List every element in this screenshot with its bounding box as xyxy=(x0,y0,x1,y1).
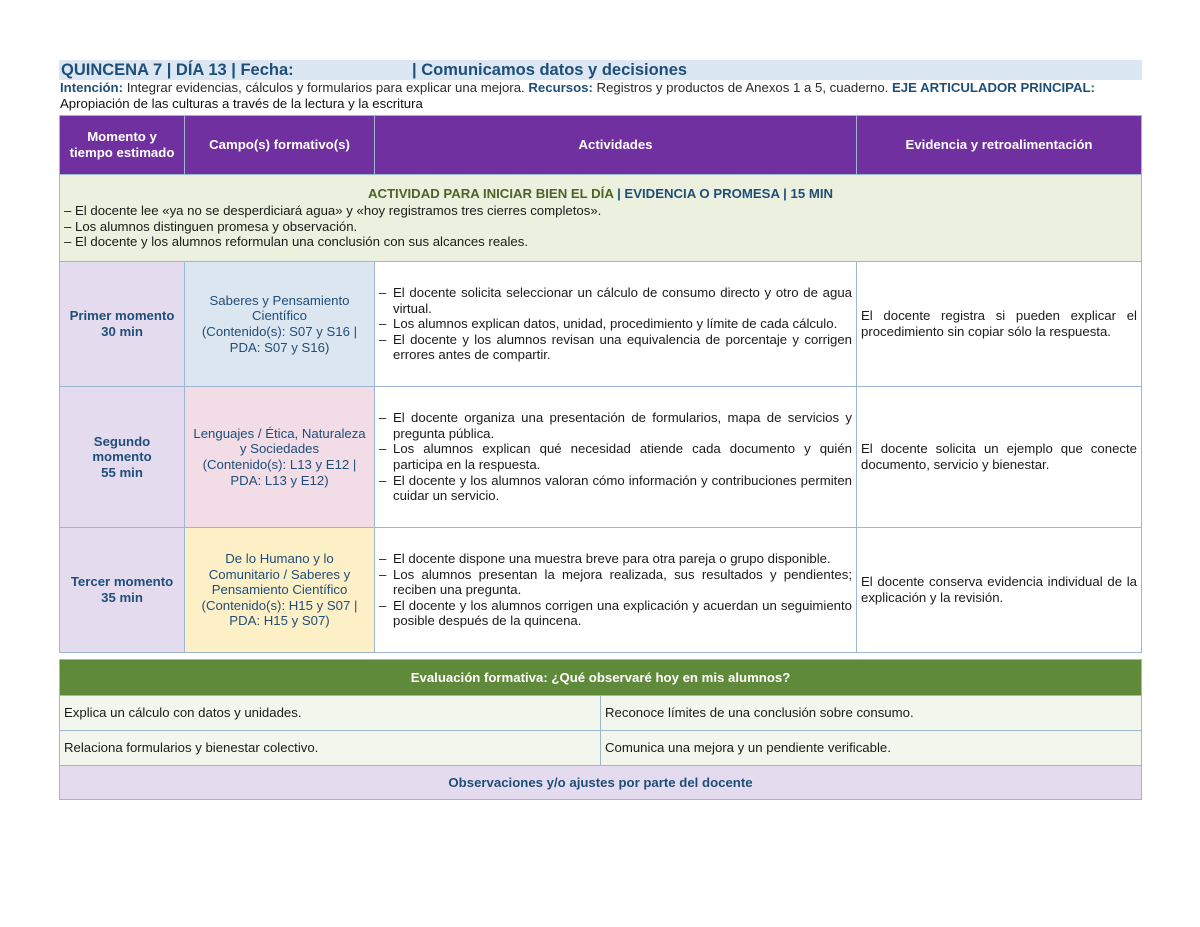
intencion-text: Integrar evidencias, cálculos y formularios para explicar una mejora. xyxy=(126,80,525,95)
evaluation-header-row xyxy=(60,660,1142,696)
moment-name: Segundo momento xyxy=(92,433,152,465)
evaluation-item: Explica un cálculo con datos y unidades. xyxy=(60,696,601,731)
list-item: – Los alumnos explican qué necesidad atiende cada documento y quién participa en la respuesta. xyxy=(379,441,852,472)
lesson-table xyxy=(59,115,1142,653)
lesson-header-topic: | Comunicamos datos y decisiones xyxy=(412,61,688,79)
evaluation-item: Relaciona formularios y bienestar colectivo. xyxy=(60,731,601,766)
start-activity-title-b: | EVIDENCIA O PROMESA | 15 MIN xyxy=(617,186,834,202)
table-header-row xyxy=(60,116,1142,175)
list-item: – Los alumnos presentan la mejora realizada, sus resultados y pendientes; reciben una pregunta. xyxy=(379,567,852,598)
observations-label: Observaciones y/o ajustes por parte del docente xyxy=(60,766,1142,800)
moment-name: Tercer momento xyxy=(70,574,174,590)
start-activity-title xyxy=(64,186,1137,202)
activities-list xyxy=(379,285,852,363)
start-activity-cell xyxy=(60,175,1142,262)
start-activity-title-a: ACTIVIDAD PARA INICIAR BIEN EL DÍA xyxy=(367,186,614,202)
column-header-moment: Momento y tiempo estimado xyxy=(60,116,185,175)
eje-label: EJE ARTICULADOR PRINCIPAL: xyxy=(892,80,1095,95)
campo-contenido: (Contenido(s): L13 y E12 | PDA: L13 y E12) xyxy=(202,457,357,488)
column-header-evidence: Evidencia y retroalimentación xyxy=(857,116,1142,175)
campo-cell xyxy=(185,262,375,387)
list-item: – El docente y los alumnos corrigen una explicación y acuerdan un seguimiento posible después de la quincena. xyxy=(379,598,852,629)
column-header-campo: Campo(s) formativo(s) xyxy=(185,116,375,175)
moment-cell xyxy=(60,528,185,653)
intent-block xyxy=(60,80,1142,112)
start-activity-line: – El docente y los alumnos reformulan una conclusión con sus alcances reales. xyxy=(64,234,529,250)
recursos-text: Registros y productos de Anexos 1 a 5, cuaderno. xyxy=(596,80,889,95)
campo-name: Lenguajes / Ética, Naturaleza y Sociedades xyxy=(193,425,366,457)
evaluation-item: Comunica una mejora y un pendiente verificable. xyxy=(601,731,1142,766)
table-row xyxy=(60,387,1142,528)
evidence-cell: El docente conserva evidencia individual de la explicación y la revisión. xyxy=(857,528,1142,653)
eje-text: Apropiación de las culturas a través de la lectura y la escritura xyxy=(60,96,423,111)
lesson-header-bar xyxy=(59,60,1142,80)
moment-time: 35 min xyxy=(101,590,143,605)
evaluation-table xyxy=(59,659,1142,800)
list-item: – El docente dispone una muestra breve para otra pareja o grupo disponible. xyxy=(379,551,852,567)
observations-row xyxy=(60,766,1142,800)
start-activity-row xyxy=(60,175,1142,262)
evaluation-title: Evaluación formativa: ¿Qué observaré hoy en mis alumnos? xyxy=(60,660,1142,696)
campo-contenido: (Contenido(s): H15 y S07 | PDA: H15 y S07) xyxy=(201,597,358,629)
activities-list xyxy=(379,410,852,504)
lesson-header-title: QUINCENA 7 | DÍA 13 | Fecha: xyxy=(61,61,294,79)
intent-line xyxy=(60,80,1142,96)
recursos-label: Recursos: xyxy=(528,80,593,95)
column-header-activities: Actividades xyxy=(375,116,857,175)
list-item: – El docente organiza una presentación de formularios, mapa de servicios y pregunta pública. xyxy=(379,410,852,441)
campo-cell xyxy=(185,387,375,528)
start-activity-line: – El docente lee «ya no se desperdiciará agua» y «hoy registramos tres cierres completos». xyxy=(64,202,602,218)
intencion-label: Intención: xyxy=(60,80,124,95)
table-row xyxy=(60,696,1142,731)
start-activity-line: – Los alumnos distinguen promesa y observación. xyxy=(64,218,358,234)
evaluation-item: Reconoce límites de una conclusión sobre consumo. xyxy=(601,696,1142,731)
activities-cell xyxy=(375,262,857,387)
activities-list xyxy=(379,551,852,629)
list-item: – El docente y los alumnos valoran cómo información y contribuciones permiten cuidar un servicio. xyxy=(379,473,852,504)
campo-name: De lo Humano y lo Comunitario / Saberes y Pensamiento Científico xyxy=(208,551,351,598)
activities-cell xyxy=(375,387,857,528)
activities-cell xyxy=(375,528,857,653)
moment-time: 30 min xyxy=(101,324,143,339)
list-item: – Los alumnos explican datos, unidad, procedimiento y límite de cada cálculo. xyxy=(379,316,852,332)
table-row xyxy=(60,528,1142,653)
table-row xyxy=(60,731,1142,766)
campo-cell xyxy=(185,528,375,653)
evidence-cell: El docente registra si pueden explicar el procedimiento sin copiar sólo la respuesta. xyxy=(857,262,1142,387)
campo-name: Saberes y Pensamiento Científico xyxy=(209,292,350,324)
campo-contenido: (Contenido(s): S07 y S16 | PDA: S07 y S16) xyxy=(201,324,358,355)
moment-time: 55 min xyxy=(101,464,143,480)
evidence-cell: El docente solicita un ejemplo que conecte documento, servicio y bienestar. xyxy=(857,387,1142,528)
list-item: – El docente solicita seleccionar un cálculo de consumo directo y otro de agua virtual. xyxy=(379,285,852,316)
table-row xyxy=(60,262,1142,387)
moment-cell xyxy=(60,262,185,387)
moment-cell xyxy=(60,387,185,528)
moment-name: Primer momento xyxy=(69,308,175,324)
list-item: – El docente y los alumnos revisan una equivalencia de porcentaje y corrigen errores antes de compartir. xyxy=(379,332,852,363)
